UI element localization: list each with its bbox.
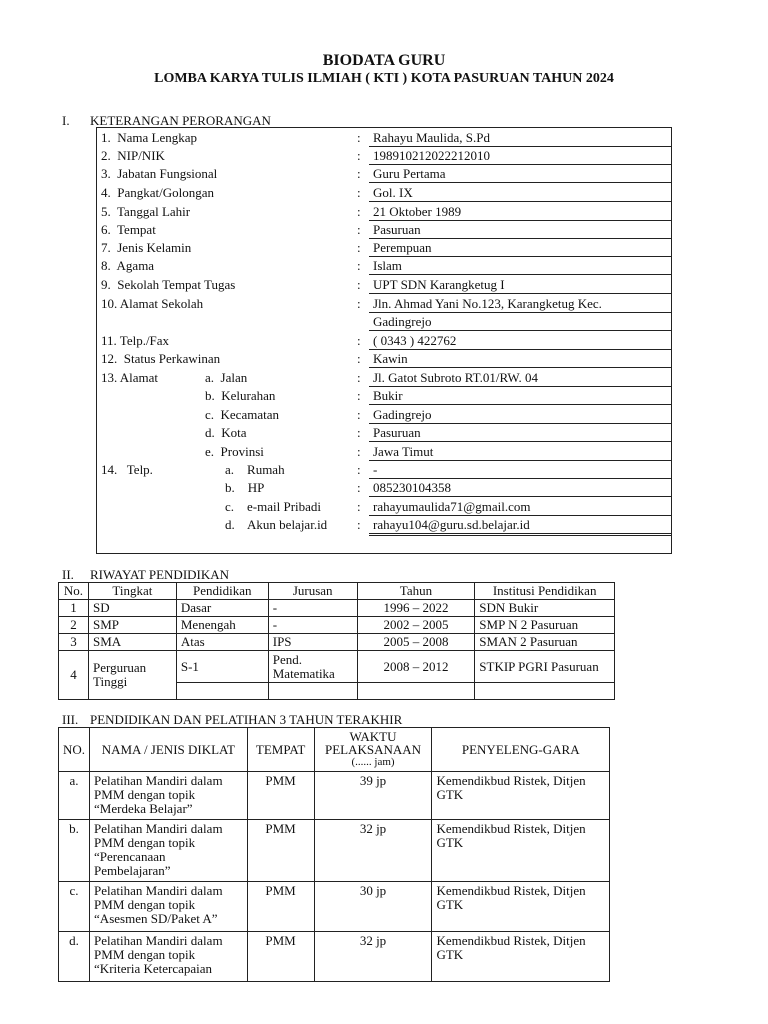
education-table (58, 582, 615, 700)
info-label: 4. Pangkat/Golongan (101, 185, 215, 200)
info-row (97, 129, 671, 147)
section3-number: III. (62, 712, 79, 727)
info-value: Jln. Ahmad Yani No.123, Karangketug Kec. (373, 296, 602, 311)
cell-jurusan: IPS (268, 634, 357, 651)
header-no: No. (59, 583, 89, 600)
cell-waktu: 30 jp (314, 882, 432, 932)
info-row (97, 165, 671, 183)
header-tingkat: Tingkat (88, 583, 176, 600)
info-value: rahayumaulida71@gmail.com (373, 499, 531, 514)
value-underline (369, 404, 671, 405)
cell-institusi: SMP N 2 Pasuruan (475, 617, 615, 634)
empty-cell (475, 683, 615, 700)
cell-jurusan: Pend. Matematika (268, 651, 357, 683)
value-underline (369, 535, 671, 536)
table-row (59, 820, 610, 882)
info-row (97, 461, 671, 479)
document-title: BIODATA GURU (322, 52, 446, 69)
cell-no: 3 (59, 634, 89, 651)
cell-tahun: 2002 – 2005 (357, 617, 475, 634)
info-label: 14. Telp. (101, 462, 153, 477)
cell-waktu: 32 jp (314, 932, 432, 982)
info-colon: : (357, 351, 361, 366)
info-label: 1. Nama Lengkap (101, 130, 198, 145)
cell-tahun: 2005 – 2008 (357, 634, 475, 651)
cell-jurusan: - (268, 600, 357, 617)
cell-no: 2 (59, 617, 89, 634)
info-row (97, 387, 671, 405)
info-row (97, 313, 671, 331)
empty-cell (357, 683, 475, 700)
info-row (97, 406, 671, 424)
info-colon: : (357, 407, 361, 422)
info-colon: : (357, 296, 361, 311)
info-value: Rahayu Maulida, S.Pd (373, 130, 490, 145)
cell-nama: Pelatihan Mandiri dalam PMM dengan topik “Merdeka Belajar” (90, 772, 248, 820)
info-colon: : (357, 148, 361, 163)
cell-waktu: 39 jp (314, 772, 432, 820)
info-row (97, 203, 671, 221)
info-label: a. Rumah (225, 462, 285, 477)
info-value: Islam (373, 258, 402, 273)
table-row (59, 772, 610, 820)
info-label: 10. Alamat Sekolah (101, 296, 204, 311)
info-row (97, 443, 671, 461)
info-label: c. e-mail Pribadi (225, 499, 322, 514)
cell-institusi: STKIP PGRI Pasuruan (475, 651, 615, 683)
section2-title: RIWAYAT PENDIDIKAN (90, 567, 230, 582)
info-colon: : (357, 370, 361, 385)
cell-penyelenggara: Kemendikbud Ristek, Ditjen GTK (432, 772, 610, 820)
info-value: Jawa Timut (373, 444, 434, 459)
cell-penyelenggara: Kemendikbud Ristek, Ditjen GTK (432, 932, 610, 982)
cell-jurusan: - (268, 617, 357, 634)
info-label: d. Kota (205, 425, 247, 440)
cell-tahun: 2008 – 2012 (357, 651, 475, 683)
info-value: Pasuruan (373, 425, 421, 440)
header-waktu-unit: (...... jam) (351, 756, 395, 768)
header-waktu-label: WAKTU PELAKSANAAN (324, 729, 422, 757)
section2-number: II. (62, 567, 74, 582)
cell-tempat: PMM (247, 772, 314, 820)
info-colon: : (357, 517, 361, 532)
info-colon: : (357, 425, 361, 440)
cell-tingkat: SMP (88, 617, 176, 634)
education-header-row (59, 583, 615, 600)
info-label: 12. Status Perkawinan (101, 351, 221, 366)
info-row (97, 147, 671, 165)
cell-nama: Pelatihan Mandiri dalam PMM dengan topik “Asesmen SD/Paket A” (90, 882, 248, 932)
header-tahun: Tahun (357, 583, 475, 600)
info-colon: : (357, 462, 361, 477)
section3-title: PENDIDIKAN DAN PELATIHAN 3 TAHUN TERAKHIR (90, 712, 403, 727)
cell-pendidikan: Atas (176, 634, 268, 651)
info-label: a. Jalan (205, 370, 248, 385)
table-row (59, 617, 615, 634)
info-value: Perempuan (373, 240, 432, 255)
value-underline (369, 441, 671, 442)
header-waktu (314, 728, 432, 772)
info-colon: : (357, 499, 361, 514)
info-value: Jl. Gatot Subroto RT.01/RW. 04 (373, 370, 538, 385)
info-value: ( 0343 ) 422762 (373, 333, 457, 348)
header-no: NO. (59, 728, 90, 772)
cell-tempat: PMM (247, 932, 314, 982)
info-colon: : (357, 480, 361, 495)
value-underline (369, 201, 671, 202)
value-underline (369, 367, 671, 368)
info-row (97, 184, 671, 202)
info-row (97, 276, 671, 294)
info-label: e. Provinsi (205, 444, 264, 459)
cell-nama: Pelatihan Mandiri dalam PMM dengan topik “Kriteria Ketercapaian (90, 932, 248, 982)
info-colon: : (357, 333, 361, 348)
cell-no: 4 (59, 651, 89, 700)
training-header-row (59, 728, 610, 772)
info-label: d. Akun belajar.id (225, 517, 328, 532)
info-colon: : (357, 444, 361, 459)
info-row (97, 498, 671, 516)
value-underline (369, 274, 671, 275)
info-value: Gadingrejo (373, 314, 432, 329)
section1-number: I. (62, 113, 70, 128)
cell-no: 1 (59, 600, 89, 617)
info-label: 5. Tanggal Lahir (101, 204, 191, 219)
table-row (59, 882, 610, 932)
value-underline (369, 293, 671, 294)
empty-cell (176, 683, 268, 700)
info-row (97, 350, 671, 368)
info-row (97, 424, 671, 442)
value-underline (369, 496, 671, 497)
value-underline (369, 330, 671, 331)
info-label: c. Kecamatan (205, 407, 279, 422)
info-value: Pasuruan (373, 222, 421, 237)
value-underline (369, 182, 671, 183)
training-table (58, 727, 610, 982)
table-row (59, 932, 610, 982)
info-label: b. HP (225, 480, 265, 495)
section1-title: KETERANGAN PERORANGAN (90, 113, 271, 128)
info-row (97, 295, 671, 313)
cell-nama: Pelatihan Mandiri dalam PMM dengan topik “Perencanaan Pembelajaran” (90, 820, 248, 882)
info-colon: : (357, 166, 361, 181)
cell-tingkat: SD (88, 600, 176, 617)
cell-tingkat: Perguruan Tinggi (88, 651, 176, 700)
info-colon: : (357, 240, 361, 255)
info-colon: : (357, 258, 361, 273)
info-value: rahayu104@guru.sd.belajar.id (373, 517, 530, 532)
header-institusi: Institusi Pendidikan (475, 583, 615, 600)
cell-waktu: 32 jp (314, 820, 432, 882)
info-row (97, 221, 671, 239)
personal-info-box (96, 127, 672, 554)
info-value: 198910212022212010 (373, 148, 490, 163)
info-label: 6. Tempat (101, 222, 156, 237)
cell-no: b. (59, 820, 90, 882)
header-penyelenggara: PENYELENG-GARA (432, 728, 610, 772)
header-nama-diklat: NAMA / JENIS DIKLAT (90, 728, 248, 772)
info-value: - (373, 462, 378, 477)
info-value: Gadingrejo (373, 407, 432, 422)
cell-institusi: SDN Bukir (475, 600, 615, 617)
info-value: Kawin (373, 351, 408, 366)
info-colon: : (357, 388, 361, 403)
info-colon: : (357, 185, 361, 200)
cell-tingkat: SMA (88, 634, 176, 651)
header-jurusan: Jurusan (268, 583, 357, 600)
cell-tempat: PMM (247, 882, 314, 932)
info-value: Guru Pertama (373, 166, 446, 181)
info-label: 13. Alamat (101, 370, 159, 385)
info-row (97, 332, 671, 350)
table-row (59, 634, 615, 651)
info-row (97, 257, 671, 275)
cell-institusi: SMAN 2 Pasuruan (475, 634, 615, 651)
info-label: 8. Agama (101, 258, 155, 273)
info-value: Gol. IX (373, 185, 413, 200)
info-value: 085230104358 (373, 480, 451, 495)
info-colon: : (357, 277, 361, 292)
info-colon: : (357, 204, 361, 219)
info-row (97, 369, 671, 387)
info-value: 21 Oktober 1989 (373, 204, 462, 219)
info-value: UPT SDN Karangketug I (373, 277, 505, 292)
document-subtitle: LOMBA KARYA TULIS ILMIAH ( KTI ) KOTA PASURUAN TAHUN 2024 (154, 71, 614, 86)
cell-tempat: PMM (247, 820, 314, 882)
info-row (97, 239, 671, 257)
info-row (97, 516, 671, 534)
info-label: 7. Jenis Kelamin (101, 240, 192, 255)
cell-penyelenggara: Kemendikbud Ristek, Ditjen GTK (432, 820, 610, 882)
info-label: b. Kelurahan (205, 388, 276, 403)
info-colon: : (357, 222, 361, 237)
info-value: Bukir (373, 388, 403, 403)
cell-no: c. (59, 882, 90, 932)
cell-pendidikan: Menengah (176, 617, 268, 634)
info-label: 9. Sekolah Tempat Tugas (101, 277, 236, 292)
value-underline (369, 533, 671, 534)
info-label: 11. Telp./Fax (101, 333, 170, 348)
header-pendidikan: Pendidikan (176, 583, 268, 600)
cell-no: d. (59, 932, 90, 982)
cell-no: a. (59, 772, 90, 820)
cell-tahun: 1996 – 2022 (357, 600, 475, 617)
info-label: 3. Jabatan Fungsional (101, 166, 218, 181)
table-row (59, 651, 615, 683)
table-row (59, 600, 615, 617)
header-tempat: TEMPAT (247, 728, 314, 772)
cell-penyelenggara: Kemendikbud Ristek, Ditjen GTK (432, 882, 610, 932)
info-row (97, 479, 671, 497)
cell-pendidikan: S-1 (176, 651, 268, 683)
info-label: 2. NIP/NIK (101, 148, 165, 163)
info-colon: : (357, 130, 361, 145)
cell-pendidikan: Dasar (176, 600, 268, 617)
empty-cell (268, 683, 357, 700)
